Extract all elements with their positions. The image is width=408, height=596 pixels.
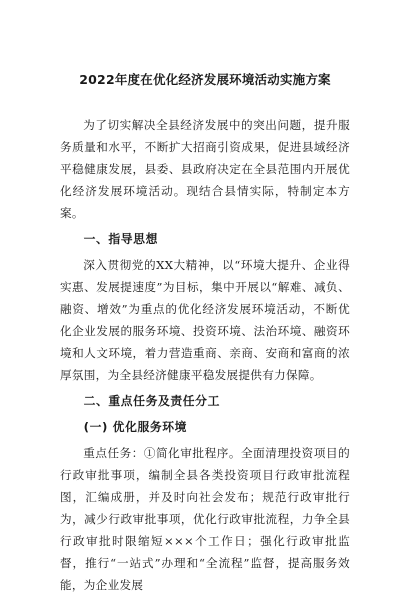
- service-environment-paragraph: 重点任务：①简化审批程序。全面清理投资项目的行政审批事项，编制全县各类投资项目行政审批流程图，汇编成册，并及时向社会发布；规范行政审批行为，减少行政审批事项，优化行政审批流程，力争全县行政审批时限缩短×××个工作日；强化行政审批监督，推行“一站式”办理和“全流程”监督，提高服务效能，为企业发展: [60, 446, 350, 592]
- subsection-heading-service-environment: (一) 优化服务环境: [83, 420, 188, 434]
- intro-paragraph: 为了切实解决全县经济发展中的突出问题，提升服务质量和水平，不断扩大招商引资成果，促进县域经济平稳健康发展，县委、县政府决定在全县范围内开展优化经济发展环境活动。现结合县情实际，特制定本方案。: [60, 118, 350, 220]
- section-heading-guiding-ideology: 一、指导思想: [83, 232, 158, 246]
- document-title: 2022年度在优化经济发展环境活动实施方案: [79, 72, 331, 87]
- guiding-ideology-paragraph: 深入贯彻党的XX大精神，以“环境大提升、企业得实惠、发展提速度”为目标，集中开展以“解难、减负、融资、增效”为重点的优化经济发展环境活动，不断优化企业发展的服务环境、投资环境、法治环境、融资环境和人文环境，着力营造重商、亲商、安商和富商的浓厚氛围，为全县经济健康平稳发展提供有力保障。: [60, 258, 350, 382]
- section-heading-key-tasks: 二、重点任务及责任分工: [83, 394, 220, 408]
